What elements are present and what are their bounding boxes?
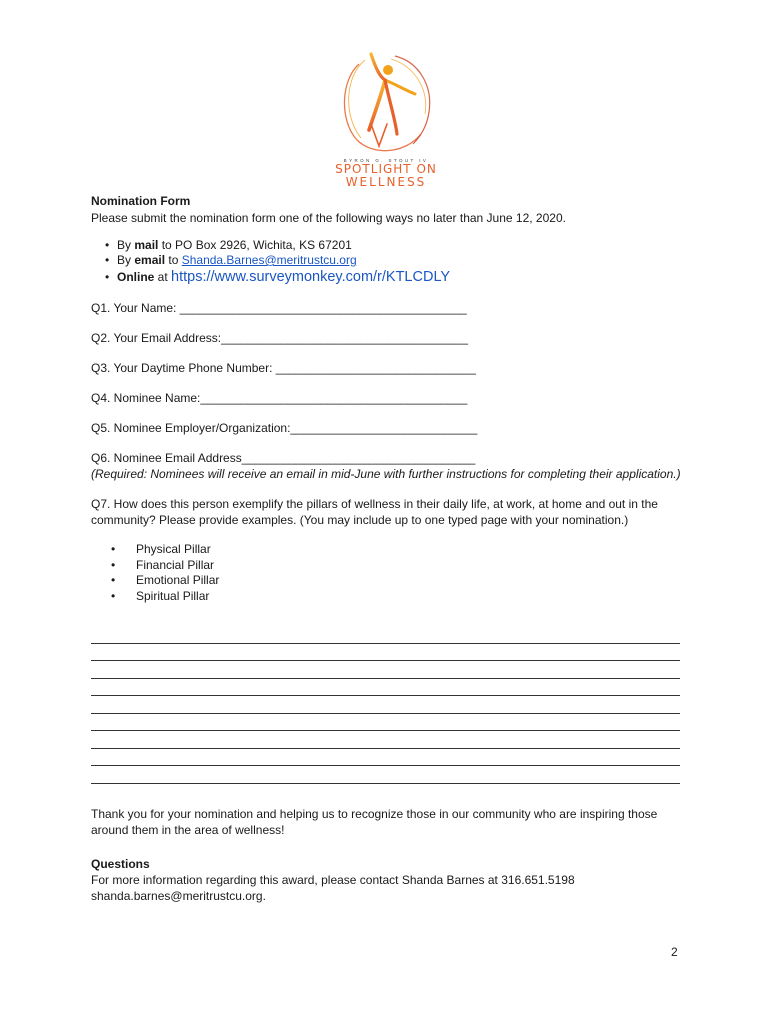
question-nominee-employer: Q5. Nominee Employer/Organization:____________________________ (91, 421, 478, 435)
answer-line (91, 679, 680, 697)
method-mail (91, 238, 691, 253)
submission-methods-list (91, 238, 691, 287)
method-email-label: email (134, 253, 166, 267)
answer-line (91, 766, 680, 784)
form-intro: Please submit the nomination form one of the following ways no later than June 12, 2020. (91, 211, 566, 225)
logo-subtitle: BYRON G. STOUT IV (343, 158, 429, 163)
survey-link[interactable]: https://www.surveymonkey.com/r/KTLCDLY (171, 269, 451, 285)
question-nominee-name: Q4. Nominee Name:________________________________________ (91, 391, 468, 405)
method-mail-prefix: By (117, 238, 135, 252)
pillars-list (91, 542, 691, 604)
pillar-item: • Physical Pillar (91, 542, 691, 558)
pillar-item: • Emotional Pillar (91, 573, 691, 589)
method-online-mid: at (154, 270, 172, 284)
method-email-prefix: By (117, 253, 135, 267)
answer-line (91, 749, 680, 767)
question-your-name: Q1. Your Name: ___________________________________________ (91, 301, 467, 315)
answer-line (91, 644, 680, 662)
question-daytime-phone: Q3. Your Daytime Phone Number: ______________________________ (91, 361, 476, 375)
form-content (91, 193, 691, 904)
answer-line (91, 714, 680, 732)
spotlight-on-wellness-logo (335, 50, 437, 188)
thank-you-text: Thank you for your nomination and helping us to recognize those in our community who are inspiring those around them in the area of wellness! (91, 806, 658, 837)
method-mail-label: mail (134, 238, 159, 252)
answer-line (91, 661, 680, 679)
answer-lines (91, 626, 691, 784)
answer-line (91, 696, 680, 714)
questions-heading: Questions (91, 856, 150, 871)
wellness-figure-icon (335, 50, 437, 158)
question-nominee-email: Q6. Nominee Email Address___________________________________ (91, 451, 476, 465)
logo-title-line1: SPOTLIGHT ON (335, 162, 437, 176)
logo-title-line2: WELLNESS (345, 175, 427, 189)
page-number: 2 (671, 945, 678, 959)
question-pillars-of-wellness: Q7. How does this person exemplify the pillars of wellness in their daily life, at work, at home and out in the community? Please provide examples. (You may include up to one typed page with your nomination.) (91, 497, 658, 527)
form-title: Nomination Form (91, 194, 191, 208)
mail-address: to PO Box 2926, Wichita, KS 67201 (158, 238, 352, 252)
contact-info: For more information regarding this award, please contact Shanda Barnes at 316.651.5198 shanda.barnes@meritrustcu.org. (91, 872, 575, 903)
pillar-item: • Financial Pillar (91, 558, 691, 574)
pillar-item: • Spiritual Pillar (91, 589, 691, 605)
method-online-label: Online (117, 270, 155, 284)
method-online (91, 268, 691, 287)
answer-line (91, 626, 680, 644)
method-email-mid: to (165, 253, 182, 267)
email-link[interactable]: Shanda.Barnes@meritrustcu.org (181, 253, 357, 267)
nominee-email-note: (Required: Nominees will receive an email in mid-June with further instructions for completing their application.) (91, 467, 681, 481)
question-your-email: Q2. Your Email Address:_____________________________________ (91, 331, 469, 345)
answer-line (91, 731, 680, 749)
method-email (91, 253, 691, 268)
